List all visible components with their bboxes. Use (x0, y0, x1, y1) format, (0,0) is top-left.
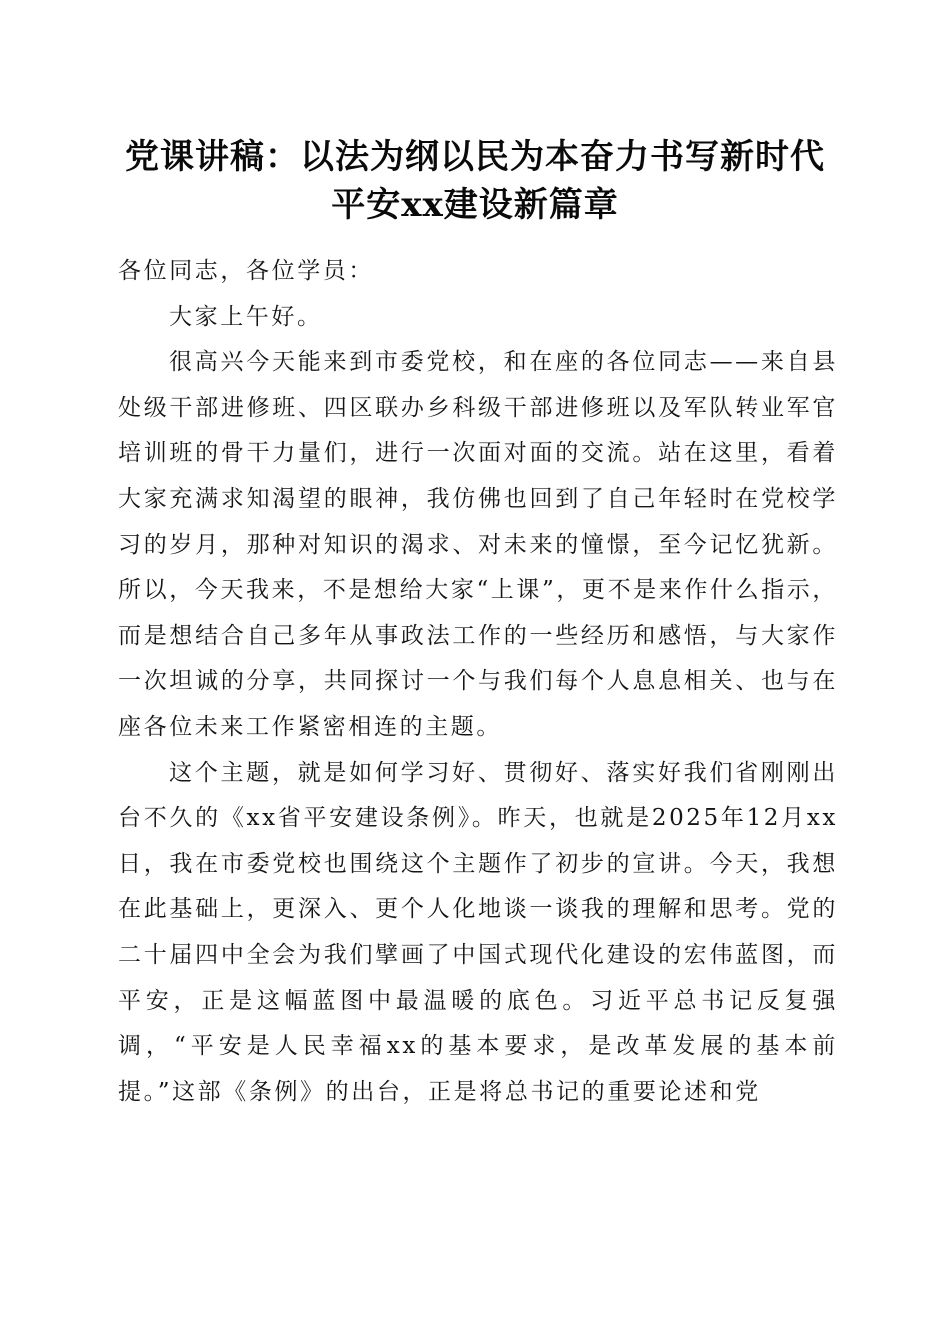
title-line-1: 党课讲稿：以法为纲以民为本奋力书写新时代 (125, 137, 825, 177)
paragraph-theme: 这个主题，就是如何学习好、贯彻好、落实好我们省刚刚出台不久的《xx省平安建设条例》。昨天，也就是2025年12月xx日，我在市委党校也围绕这个主题作了初步的宣讲。今天，我想在此基础上，更深入、更个人化地谈一谈我的理解和思考。党的二十届四中全会为我们擘画了中国式现代化建设的宏伟蓝图，而平安，正是这幅蓝图中最温暖的底色。习近平总书记反复强调，“平安是人民幸福xx的基本要求，是改革发展的基本前提。”这部《条例》的出台，正是将总书记的重要论述和党 (118, 759, 838, 1105)
title-line-2: 平安xx建设新篇章 (331, 185, 619, 225)
salutation: 各位同志，各位学员： (118, 258, 374, 284)
document-title (100, 133, 850, 229)
paragraph-greeting: 大家上午好。 (169, 303, 323, 330)
paragraph-introduction: 很高兴今天能来到市委党校，和在座的各位同志——来自县处级干部进修班、四区联办乡科级干部进修班以及军队转业军官培训班的骨干力量们，进行一次面对面的交流。站在这里，看着大家充满求知渴望的眼神，我仿佛也回到了自己年轻时在党校学习的岁月，那种对知识的渴求、对未来的憧憬，至今记忆犹新。所以，今天我来，不是想给大家“上课”，更不是来作什么指示，而是想结合自己多年从事政法工作的一些经历和感悟，与大家作一次坦诚的分享，共同探讨一个与我们每个人息息相关、也与在座各位未来工作紧密相连的主题。 (118, 349, 838, 740)
document-body (118, 249, 838, 1115)
